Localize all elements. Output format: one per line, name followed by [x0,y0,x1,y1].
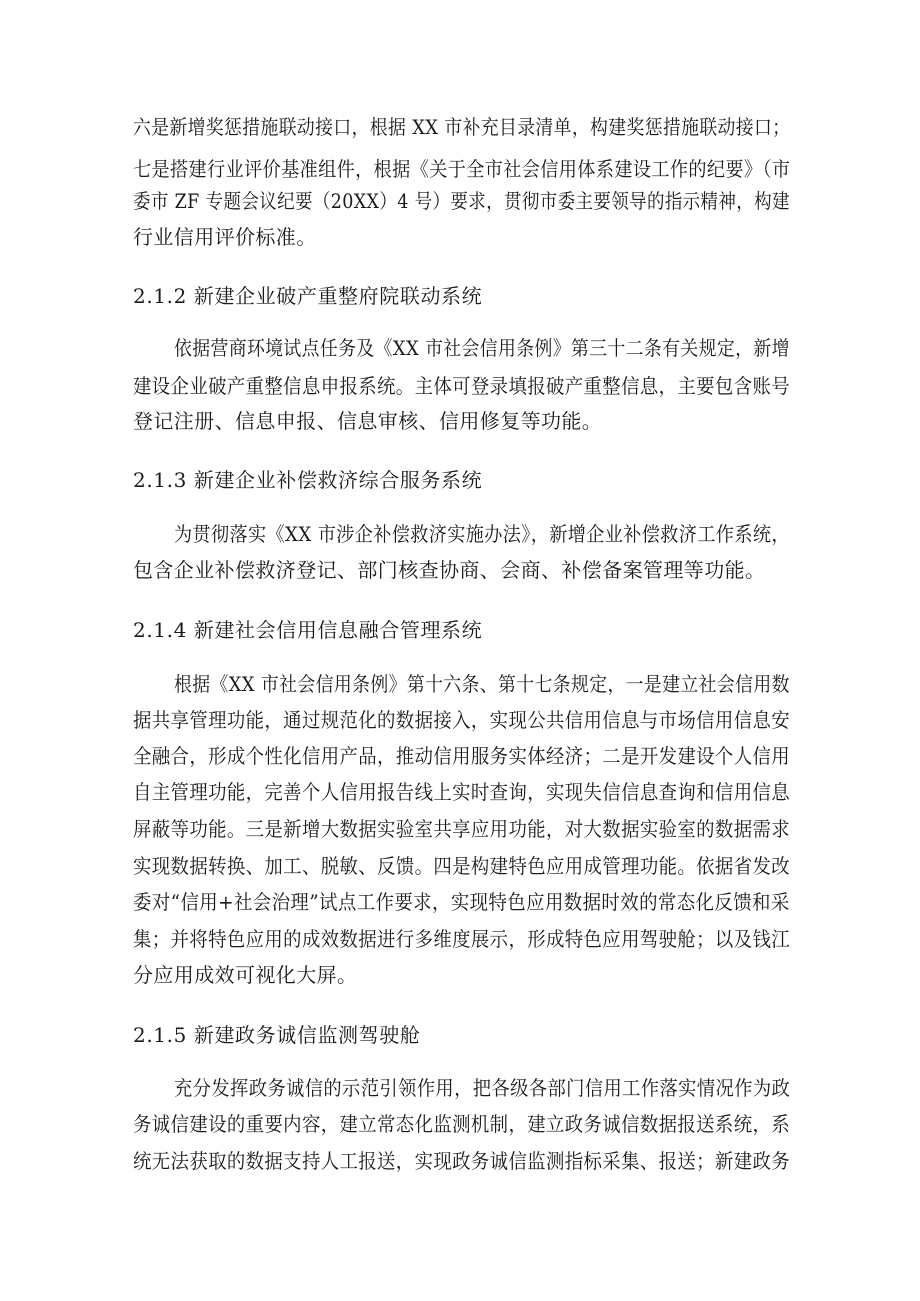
paragraph-line: 实现数据转换、加工、脱敏、反馈。四是构建特色应用成管理功能。依据省发改 [133,854,791,878]
section-heading-2-1-2: 2.1.2 新建企业破产重整府院联动系统 [133,284,483,308]
paragraph-line: 集；并将特色应用的成效数据进行多维度展示，形成特色应用驾驶舱；以及钱江 [133,927,791,951]
paragraph-line: 充分发挥政务诚信的示范引领作用，把各级各部门信用工作落实情况作为政 [174,1076,791,1100]
paragraph-line: 委对“信用+社会治理”试点工作要求，实现特色应用数据时效的常态化反馈和采 [133,890,790,914]
paragraph-line: 自主管理功能，完善个人信用报告线上实时查询，实现失信信息查询和信用信息 [133,780,791,804]
paragraph-line: 统无法获取的数据支持人工报送，实现政务诚信监测指标采集、报送；新建政务 [133,1149,791,1173]
paragraph-line: 行业信用评价标准。 [133,225,317,249]
paragraph-line: 屏蔽等功能。三是新增大数据实验室共享应用功能，对大数据实验室的数据需求 [133,817,791,841]
paragraph-line: 据共享管理功能，通过规范化的数据接入，实现公共信用信息与市场信用信息安 [133,708,791,732]
paragraph-line: 七是搭建行业评价基准组件，根据《关于全市社会信用体系建设工作的纪要》（市 [133,157,791,181]
paragraph-line: 根据《XX 市社会信用条例》第十六条、第十七条规定，一是建立社会信用数 [174,672,790,696]
paragraph-line: 建设企业破产重整信息申报系统。主体可登录填报破产重整信息，主要包含账号 [133,374,791,398]
section-heading-2-1-4: 2.1.4 新建社会信用信息融合管理系统 [133,618,483,642]
paragraph-line: 包含企业补偿救济登记、部门核查协商、会商、补偿备案管理等功能。 [133,558,766,582]
paragraph-line: 六是新增奖惩措施联动接口，根据 XX 市补充目录清单，构建奖惩措施联动接口； [133,115,791,139]
section-heading-2-1-5: 2.1.5 新建政务诚信监测驾驶舱 [133,1023,421,1047]
paragraph-line: 为贯彻落实《XX 市涉企补偿救济实施办法》，新增企业补偿救济工作系统， [174,522,790,546]
paragraph-line: 依据营商环境试点任务及《XX 市社会信用条例》第三十二条有关规定，新增 [174,336,790,360]
section-heading-2-1-3: 2.1.3 新建企业补偿救济综合服务系统 [133,468,483,492]
paragraph-line: 全融合，形成个性化信用产品，推动信用服务实体经济；二是开发建设个人信用 [133,744,791,768]
paragraph-line: 登记注册、信息申报、信息审核、信用修复等功能。 [133,409,603,433]
paragraph-line: 委市 ZF 专题会议纪要（20XX）4 号）要求，贯彻市委主要领导的指示精神，构建 [133,189,790,213]
paragraph-line: 分应用成效可视化大屏。 [133,963,358,987]
paragraph-line: 务诚信建设的重要内容，建立常态化监测机制，建立政务诚信数据报送系统，系 [133,1112,791,1136]
